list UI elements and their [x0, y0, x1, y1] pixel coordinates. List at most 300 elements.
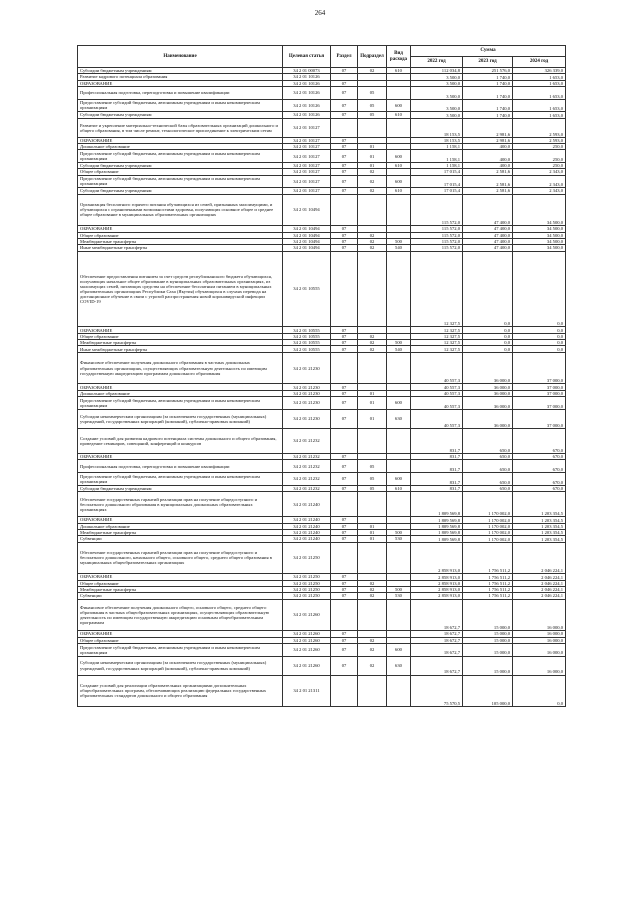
- row-sum-2024: 1 203 354,5: [513, 492, 566, 517]
- budget-table: [77, 45, 566, 707]
- row-target-code: 34 2 01 10494: [283, 232, 331, 238]
- row-sum-2022: 3 500,0: [411, 74, 463, 80]
- row-target-code: 34 2 01 21230: [283, 390, 331, 396]
- row-expense-type: 500: [387, 529, 411, 535]
- row-target-code: 34 2 01 21250: [283, 580, 331, 586]
- row-sum-2024: 2 593,0: [513, 137, 566, 143]
- row-subsection: 05: [358, 86, 387, 99]
- row-sum-2024: 670,0: [513, 428, 566, 453]
- row-section: [331, 428, 358, 453]
- row-sum-2022: 75 570,5: [411, 675, 463, 707]
- row-name: ОБРАЗОВАНИЕ: [78, 327, 283, 333]
- row-sum-2023: 36 000,0: [463, 409, 513, 428]
- row-sum-2023: 15 000,0: [463, 643, 513, 656]
- row-name: Профессиональная подготовка, переподготовка и повышение квалификации: [78, 86, 283, 99]
- row-sum-2023: 15 000,0: [463, 656, 513, 675]
- row-sum-2022: 1 809 569,8: [411, 517, 463, 523]
- row-subsection: 02: [358, 586, 387, 592]
- row-name: Предоставление субсидий бюджетным, автономным учреждениям и иным некоммерческим организациям: [78, 175, 283, 188]
- row-section: [331, 492, 358, 517]
- row-name: Предоставление субсидий бюджетным, автономным учреждениям и иным некоммерческим организациям: [78, 99, 283, 112]
- row-section: 07: [331, 327, 358, 333]
- row-target-code: 34 2 01 10126: [283, 112, 331, 118]
- row-target-code: 34 2 01 21260: [283, 599, 331, 631]
- row-subsection: 02: [358, 245, 387, 251]
- row-target-code: 34 2 01 10494: [283, 238, 331, 244]
- row-expense-type: 610: [387, 112, 411, 118]
- table-row: [78, 194, 566, 226]
- row-name: ОБРАЗОВАНИЕ: [78, 454, 283, 460]
- row-sum-2022: 2 858 913,0: [411, 593, 463, 599]
- row-section: 07: [331, 232, 358, 238]
- table-row: [78, 409, 566, 428]
- row-subsection: 01: [358, 409, 387, 428]
- row-subsection: 02: [358, 643, 387, 656]
- row-subsection: 01: [358, 529, 387, 535]
- header-year-2024: 2024 год: [513, 57, 566, 68]
- row-sum-2024: 670,0: [513, 473, 566, 486]
- row-sum-2022: 3 500,0: [411, 86, 463, 99]
- row-sum-2024: 2 046 224,1: [513, 542, 566, 574]
- row-name: Обеспечение предоставления питанием за счет средств республиканского бюджета обучающихся, получающих начальное общее образование в муниципальных образовательных организациях, из малоимущих семей, питающих средства на обеспечение бесплатным питанием в муниципальных образовательных организациях Республики Саха (Якутия) обучающихся в случаях перевода на дистанционное обучение в связи с угрозой распространения новой коронавирусной инфекции COVID-19: [78, 251, 283, 327]
- header-year-2023: 2023 год: [463, 57, 513, 68]
- row-target-code: 34 2 01 10127: [283, 162, 331, 168]
- row-sum-2022: 17 015,4: [411, 175, 463, 188]
- row-section: 07: [331, 574, 358, 580]
- row-target-code: 34 2 01 10127: [283, 175, 331, 188]
- row-sum-2022: 12 327,5: [411, 333, 463, 339]
- row-target-code: 34 2 01 10555: [283, 251, 331, 327]
- row-target-code: 34 2 01 21232: [283, 428, 331, 453]
- row-sum-2023: 1 170 002,0: [463, 529, 513, 535]
- row-section: 07: [331, 169, 358, 175]
- row-target-code: 34 2 01 10127: [283, 169, 331, 175]
- row-subsection: [358, 542, 387, 574]
- row-sum-2022: 2 858 913,0: [411, 542, 463, 574]
- row-name: Общее образование: [78, 580, 283, 586]
- row-expense-type: 610: [387, 68, 411, 74]
- table-row: [78, 86, 566, 99]
- table-row: [78, 99, 566, 112]
- row-section: 07: [331, 68, 358, 74]
- row-subsection: 05: [358, 99, 387, 112]
- row-section: 07: [331, 536, 358, 542]
- row-section: 07: [331, 150, 358, 163]
- row-name: Субсидии некоммерческим организациям (за исключением государственных (муниципальных) учреждений, государственных корпораций (компаний), публично-правовых компаний): [78, 656, 283, 675]
- row-target-code: 34 2 01 10494: [283, 226, 331, 232]
- row-sum-2024: 1 203 354,5: [513, 529, 566, 535]
- row-sum-2023: 400,0: [463, 150, 513, 163]
- row-sum-2023: 2 981,6: [463, 118, 513, 137]
- row-target-code: 34 2 01 21311: [283, 675, 331, 707]
- row-subsection: 01: [358, 162, 387, 168]
- row-subsection: 02: [358, 340, 387, 346]
- row-sum-2023: 2 581,6: [463, 188, 513, 194]
- row-target-code: 34 2 01 21260: [283, 637, 331, 643]
- row-subsection: [358, 118, 387, 137]
- row-target-code: 34 2 01 21232: [283, 454, 331, 460]
- row-sum-2022: 1 809 569,8: [411, 529, 463, 535]
- row-sum-2022: 831,7: [411, 454, 463, 460]
- row-sum-2023: 47 400,0: [463, 194, 513, 226]
- row-sum-2022: 40 557,3: [411, 384, 463, 390]
- row-sum-2022: 831,7: [411, 485, 463, 491]
- row-name: Предоставление субсидий бюджетным, автономным учреждениям и иным некоммерческим организациям: [78, 397, 283, 410]
- row-sum-2024: 670,0: [513, 460, 566, 473]
- row-sum-2022: 1 158,1: [411, 150, 463, 163]
- row-sum-2023: 650,0: [463, 454, 513, 460]
- header-name: Наименование: [78, 46, 283, 68]
- row-target-code: 34 2 01 10555: [283, 340, 331, 346]
- row-target-code: 34 2 01 21240: [283, 523, 331, 529]
- row-subsection: 05: [358, 485, 387, 491]
- table-row: [78, 251, 566, 327]
- header-subsection: Подраздел: [358, 46, 387, 68]
- row-section: 07: [331, 340, 358, 346]
- row-sum-2024: 250,0: [513, 162, 566, 168]
- row-sum-2024: 1 653,0: [513, 112, 566, 118]
- row-subsection: 01: [358, 536, 387, 542]
- row-expense-type: 500: [387, 340, 411, 346]
- row-subsection: 02: [358, 656, 387, 675]
- row-name: Обеспечение государственных гарантий реализации прав на получение общедоступного и бесплатного дошкольного образования в муниципальных дошкольных образовательных организациях: [78, 492, 283, 517]
- row-subsection: [358, 251, 387, 327]
- row-subsection: 01: [358, 150, 387, 163]
- row-name: ОБРАЗОВАНИЕ: [78, 517, 283, 523]
- row-sum-2024: 1 653,0: [513, 86, 566, 99]
- row-expense-type: 540: [387, 346, 411, 352]
- row-sum-2022: 18 672,7: [411, 637, 463, 643]
- row-target-code: 34 2 01 21240: [283, 492, 331, 517]
- row-target-code: 34 2 01 21250: [283, 593, 331, 599]
- row-sum-2022: 18 153,5: [411, 137, 463, 143]
- row-target-code: 34 2 01 21232: [283, 485, 331, 491]
- row-sum-2023: 36 000,0: [463, 352, 513, 384]
- page-number: 264: [314, 9, 326, 17]
- row-sum-2022: 831,7: [411, 473, 463, 486]
- row-expense-type: 600: [387, 397, 411, 410]
- row-section: 07: [331, 384, 358, 390]
- row-subsection: 02: [358, 169, 387, 175]
- row-target-code: 34 2 01 21240: [283, 529, 331, 535]
- row-name: Межбюджетные трансферты: [78, 238, 283, 244]
- row-name: ОБРАЗОВАНИЕ: [78, 631, 283, 637]
- row-expense-type: 530: [387, 593, 411, 599]
- row-name: Организация бесплатного горячего питания обучающихся из семей, признанных малоимущими, и обучающихся с ограниченными возможностями здоровья, получающих основное общее и среднее общее образование в муниципальных образовательных организациях: [78, 194, 283, 226]
- row-sum-2023: 36 000,0: [463, 397, 513, 410]
- table-row: [78, 460, 566, 473]
- row-name: Субсидии бюджетным учреждениям: [78, 112, 283, 118]
- row-target-code: 34 2 01 21230: [283, 384, 331, 390]
- row-name: Предоставление субсидий бюджетным, автономным учреждениям и иным некоммерческим организациям: [78, 643, 283, 656]
- row-sum-2024: 670,0: [513, 454, 566, 460]
- row-subsection: 05: [358, 460, 387, 473]
- row-sum-2024: 1 653,0: [513, 99, 566, 112]
- row-subsection: 01: [358, 523, 387, 529]
- row-target-code: 34 2 01 10126: [283, 86, 331, 99]
- row-target-code: 34 2 01 10494: [283, 245, 331, 251]
- row-target-code: 34 2 01 10127: [283, 137, 331, 143]
- row-name: Дошкольное образование: [78, 143, 283, 149]
- row-sum-2022: 112 034,8: [411, 68, 463, 74]
- row-sum-2024: 2 343,0: [513, 169, 566, 175]
- row-expense-type: [387, 428, 411, 453]
- row-subsection: 02: [358, 637, 387, 643]
- row-section: [331, 675, 358, 707]
- row-section: 07: [331, 143, 358, 149]
- row-sum-2022: 40 557,3: [411, 397, 463, 410]
- row-section: 07: [331, 517, 358, 523]
- row-sum-2022: 831,7: [411, 428, 463, 453]
- row-sum-2024: 16 000,0: [513, 656, 566, 675]
- row-subsection: [358, 352, 387, 384]
- row-name: Иные межбюджетные трансферты: [78, 346, 283, 352]
- row-sum-2024: 1 653,0: [513, 80, 566, 86]
- row-sum-2022: 2 858 913,0: [411, 574, 463, 580]
- row-section: 07: [331, 188, 358, 194]
- row-sum-2023: 0,0: [463, 251, 513, 327]
- row-target-code: 34 2 01 21260: [283, 631, 331, 637]
- table-row: [78, 428, 566, 453]
- row-sum-2024: 2 046 224,1: [513, 586, 566, 592]
- row-target-code: 34 2 01 21260: [283, 643, 331, 656]
- row-sum-2024: 16 000,0: [513, 599, 566, 631]
- row-section: 07: [331, 409, 358, 428]
- row-sum-2024: 0,0: [513, 346, 566, 352]
- row-sum-2022: 40 557,3: [411, 409, 463, 428]
- row-expense-type: [387, 675, 411, 707]
- row-sum-2024: 0,0: [513, 333, 566, 339]
- row-sum-2022: 12 327,5: [411, 346, 463, 352]
- row-sum-2024: 250,0: [513, 150, 566, 163]
- row-expense-type: 600: [387, 643, 411, 656]
- row-sum-2023: 1 756 511,2: [463, 593, 513, 599]
- row-subsection: 05: [358, 473, 387, 486]
- row-target-code: 34 2 01 21250: [283, 574, 331, 580]
- row-name: Субсидии некоммерческим организациям (за исключением государственных (муниципальных) учреждений, государственных корпораций (компаний), публично-правовых компаний): [78, 409, 283, 428]
- row-expense-type: [387, 542, 411, 574]
- row-name: Предоставление субсидий бюджетным, автономным учреждениям и иным некоммерческим организациям: [78, 150, 283, 163]
- row-sum-2024: 34 500,0: [513, 245, 566, 251]
- row-sum-2023: 0,0: [463, 327, 513, 333]
- table-row: [78, 492, 566, 517]
- row-expense-type: 530: [387, 536, 411, 542]
- row-name: ОБРАЗОВАНИЕ: [78, 137, 283, 143]
- table-row: [78, 175, 566, 188]
- row-section: 07: [331, 238, 358, 244]
- row-section: 07: [331, 86, 358, 99]
- row-section: [331, 542, 358, 574]
- row-target-code: 34 2 01 10555: [283, 346, 331, 352]
- row-sum-2023: 1 756 511,2: [463, 542, 513, 574]
- row-sum-2024: 0,0: [513, 327, 566, 333]
- row-sum-2023: 1 756 511,2: [463, 580, 513, 586]
- row-name: Финансовое обеспечение получения дошкольного образования в частных дошкольных образовательных организациях, осуществляющих образовательную деятельность по имеющим государственную аккредитацию программам дошкольного образования: [78, 352, 283, 384]
- row-sum-2024: 37 000,0: [513, 384, 566, 390]
- row-sum-2023: 400,0: [463, 143, 513, 149]
- row-section: 07: [331, 80, 358, 86]
- row-sum-2023: 47 400,0: [463, 245, 513, 251]
- row-sum-2023: 15 000,0: [463, 599, 513, 631]
- row-sum-2023: 2 581,6: [463, 175, 513, 188]
- row-name: Общее образование: [78, 637, 283, 643]
- row-name: Финансовое обеспечение получения дошкольного общего, основного общего, среднего общего образования в частных общеобразовательных организациях, осуществляющих образовательную деятельность по имеющим государственную аккредитацию основным общеобразовательным программам: [78, 599, 283, 631]
- row-sum-2024: 0,0: [513, 251, 566, 327]
- table-row: [78, 675, 566, 707]
- row-expense-type: 610: [387, 485, 411, 491]
- row-section: 07: [331, 593, 358, 599]
- row-subsection: 02: [358, 580, 387, 586]
- row-sum-2023: 400,0: [463, 162, 513, 168]
- row-sum-2024: 0,0: [513, 675, 566, 707]
- row-target-code: 34 2 01 00073: [283, 68, 331, 74]
- row-name: Предоставление субсидий бюджетным, автономным учреждениям и иным некоммерческим организациям: [78, 473, 283, 486]
- row-subsection: [358, 428, 387, 453]
- row-sum-2023: 1 170 002,0: [463, 517, 513, 523]
- row-subsection: 02: [358, 232, 387, 238]
- header-section: Раздел: [331, 46, 358, 68]
- row-name: Обеспечение государственных гарантий реализации прав на получение общедоступного и бесплатного дошкольного, начального общего, основного общего, среднего общего образования в муниципальных общеобразовательных организациях: [78, 542, 283, 574]
- row-sum-2022: 18 672,7: [411, 599, 463, 631]
- row-section: 07: [331, 485, 358, 491]
- row-sum-2024: 0,0: [513, 340, 566, 346]
- row-sum-2022: 1 809 569,8: [411, 492, 463, 517]
- row-sum-2022: 12 327,5: [411, 327, 463, 333]
- row-sum-2023: 251 576,0: [463, 68, 513, 74]
- row-section: 07: [331, 112, 358, 118]
- row-name: Межбюджетные трансферты: [78, 529, 283, 535]
- table-row: [78, 599, 566, 631]
- row-expense-type: 610: [387, 162, 411, 168]
- row-sum-2023: 36 000,0: [463, 390, 513, 396]
- row-sum-2022: 115 572,0: [411, 226, 463, 232]
- row-sum-2024: 37 000,0: [513, 409, 566, 428]
- row-name: Развитие и укрепление материально-технической базы образовательных организаций дошкольного и общего образования, в том числе ремонт, технологическое присоединение к электрическим сетям: [78, 118, 283, 137]
- table-row: [78, 542, 566, 574]
- row-sum-2023: 650,0: [463, 485, 513, 491]
- row-sum-2024: 1 203 354,5: [513, 536, 566, 542]
- row-subsection: 05: [358, 112, 387, 118]
- row-sum-2023: 105 000,0: [463, 675, 513, 707]
- row-sum-2024: 37 000,0: [513, 352, 566, 384]
- row-sum-2022: 17 015,4: [411, 188, 463, 194]
- row-section: 07: [331, 637, 358, 643]
- row-sum-2022: 18 153,5: [411, 118, 463, 137]
- row-expense-type: [387, 460, 411, 473]
- row-expense-type: [387, 251, 411, 327]
- row-name: Межбюджетные трансферты: [78, 586, 283, 592]
- row-subsection: 01: [358, 397, 387, 410]
- row-name: Общее образование: [78, 333, 283, 339]
- row-section: [331, 118, 358, 137]
- row-sum-2023: 0,0: [463, 333, 513, 339]
- row-sum-2023: 1 756 511,2: [463, 586, 513, 592]
- row-name: Субвенции: [78, 536, 283, 542]
- row-sum-2024: 16 000,0: [513, 631, 566, 637]
- row-sum-2024: 2 046 224,1: [513, 580, 566, 586]
- row-sum-2022: 2 858 913,0: [411, 586, 463, 592]
- row-sum-2024: 34 500,0: [513, 194, 566, 226]
- row-sum-2022: 3 500,0: [411, 112, 463, 118]
- row-sum-2024: 2 343,0: [513, 188, 566, 194]
- row-sum-2024: 34 500,0: [513, 238, 566, 244]
- row-name: Дошкольное образование: [78, 523, 283, 529]
- row-section: 07: [331, 473, 358, 486]
- row-section: 07: [331, 137, 358, 143]
- row-target-code: 34 2 01 10494: [283, 194, 331, 226]
- row-section: 07: [331, 656, 358, 675]
- row-section: [331, 251, 358, 327]
- row-name: Развитие кадрового потенциала образования: [78, 74, 283, 80]
- row-sum-2023: 47 400,0: [463, 238, 513, 244]
- row-target-code: 34 2 01 21230: [283, 409, 331, 428]
- row-sum-2023: 1 740,0: [463, 86, 513, 99]
- budget-table-body: [78, 68, 566, 707]
- row-name: Субсидии бюджетным учреждениям: [78, 188, 283, 194]
- row-target-code: 34 2 01 21240: [283, 536, 331, 542]
- row-sum-2024: 37 000,0: [513, 390, 566, 396]
- row-sum-2023: 47 400,0: [463, 226, 513, 232]
- row-expense-type: 630: [387, 409, 411, 428]
- row-sum-2022: 12 327,5: [411, 340, 463, 346]
- row-sum-2023: 15 000,0: [463, 631, 513, 637]
- row-name: Общее образование: [78, 232, 283, 238]
- row-section: [331, 599, 358, 631]
- row-sum-2022: 17 015,4: [411, 169, 463, 175]
- row-section: 07: [331, 162, 358, 168]
- row-target-code: 34 2 01 10126: [283, 74, 331, 80]
- row-subsection: 01: [358, 390, 387, 396]
- row-sum-2022: 1 158,1: [411, 143, 463, 149]
- row-section: 07: [331, 99, 358, 112]
- row-expense-type: 600: [387, 150, 411, 163]
- row-section: 07: [331, 523, 358, 529]
- row-expense-type: [387, 194, 411, 226]
- row-sum-2024: 16 000,0: [513, 637, 566, 643]
- row-expense-type: 600: [387, 175, 411, 188]
- row-subsection: [358, 492, 387, 517]
- row-sum-2023: 1 170 002,0: [463, 536, 513, 542]
- row-name: Создание условий для реализации образовательных организациями дополнительных общеобразовательных программ, обеспечивающих реализацию федеральных государственных образовательных стандартов дошкольного и общего образования: [78, 675, 283, 707]
- row-expense-type: 630: [387, 656, 411, 675]
- row-section: [331, 352, 358, 384]
- row-sum-2023: 1 740,0: [463, 80, 513, 86]
- row-section: 07: [331, 245, 358, 251]
- row-sum-2022: 18 672,7: [411, 643, 463, 656]
- row-section: [331, 194, 358, 226]
- row-section: 07: [331, 175, 358, 188]
- row-target-code: 34 2 01 21250: [283, 586, 331, 592]
- row-name: ОБРАЗОВАНИЕ: [78, 574, 283, 580]
- row-section: 07: [331, 586, 358, 592]
- row-sum-2024: 16 000,0: [513, 643, 566, 656]
- row-name: Межбюджетные трансферты: [78, 340, 283, 346]
- row-target-code: 34 2 01 21230: [283, 397, 331, 410]
- header-year-2022: 2022 год: [411, 57, 463, 68]
- row-subsection: 02: [358, 593, 387, 599]
- row-expense-type: [387, 352, 411, 384]
- row-section: 07: [331, 226, 358, 232]
- row-sum-2023: 47 400,0: [463, 232, 513, 238]
- row-sum-2023: 650,0: [463, 473, 513, 486]
- row-target-code: 34 2 01 10555: [283, 327, 331, 333]
- row-sum-2024: 326 339,0: [513, 68, 566, 74]
- row-subsection: 02: [358, 346, 387, 352]
- row-target-code: 34 2 01 10127: [283, 150, 331, 163]
- row-sum-2024: 34 500,0: [513, 226, 566, 232]
- row-sum-2023: 15 000,0: [463, 637, 513, 643]
- row-name: Субсидии бюджетным учреждениям: [78, 68, 283, 74]
